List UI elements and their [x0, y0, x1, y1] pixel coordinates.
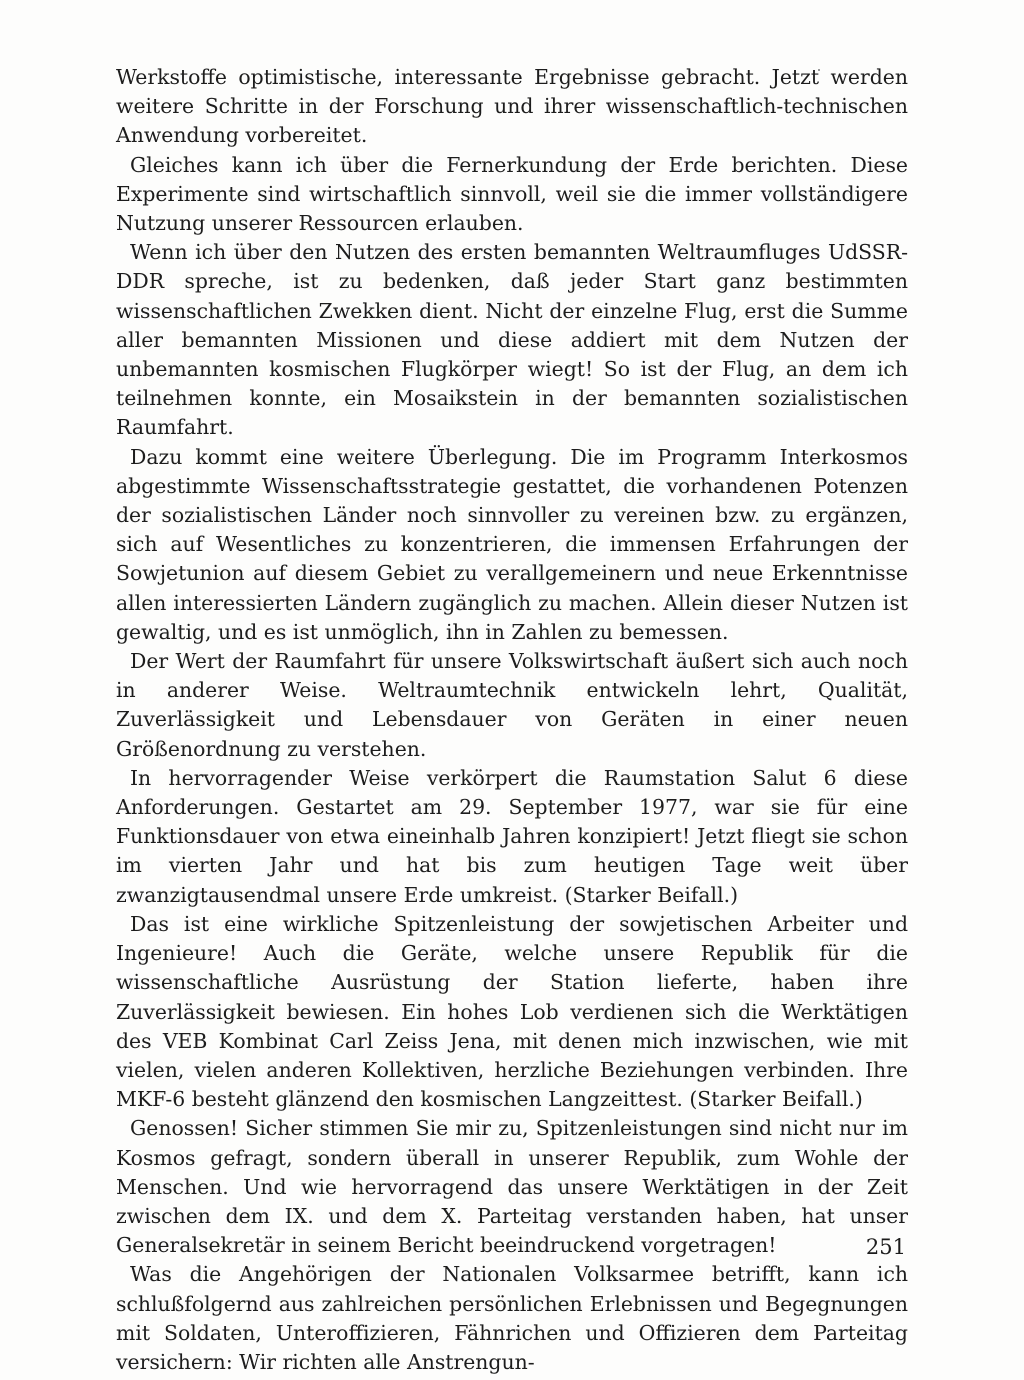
paragraph: In hervorragender Weise verkörpert die Raumstation Salut 6 diese Anforderungen. Gestartet am 29. September 1977, war sie für eine Funktionsdauer von etwa eineinhalb Jahren konzipiert! Jetzt fliegt sie schon im vierten Jahr und hat bis zum heutigen Tage weit über zwanzigtausendmal unsere Erde umkreist. (Starker Beifall.)	[116, 765, 908, 907]
paragraph: Gleiches kann ich über die Fernerkundung der Erde berichten. Diese Experimente sind wirtschaftlich sinnvoll, weil sie die immer vollständigere Nutzung unserer Ressourcen erlauben.	[116, 152, 908, 236]
paragraph: Was die Angehörigen der Nationalen Volksarmee betrifft, kann ich schlußfolgernd aus zahlreichen persönlichen Erlebnissen und Begegnungen mit Soldaten, Unteroffizieren, Fähnrichen und Offizieren dem Parteitag versichern: Wir richten alle Anstrengun-	[116, 1262, 908, 1374]
paragraph: Werkstoffe optimistische, interessante Ergebnisse gebracht. Jetzt werden weitere Schritte in der Forschung und ihrer wissenschaftlich-technischen Anwendung vorbereitet.	[116, 65, 908, 148]
paragraph: Wenn ich über den Nutzen des ersten bemannten Weltraumfluges UdSSR-DDR spreche, ist zu bedenken, daß jeder Start ganz bestimmten wissenschaftlichen Zwekken dient. Nicht der einzelne Flug, erst die Summe aller bemannten Missionen und diese addiert mit dem Nutzen der unbemannten kosmischen Flugkörper wiegt! So ist der Flug, an dem ich teilnehmen konnte, ein Mosaikstein in der bemannten sozialistischen Raumfahrt.	[116, 240, 908, 440]
body-text	[116, 63, 908, 1377]
page-number: 251	[865, 1235, 906, 1259]
paragraph: Das ist eine wirkliche Spitzenleistung der sowjetischen Arbeiter und Ingenieure! Auch die Geräte, welche unsere Republik für die wissenschaftliche Ausrüstung der Station lieferte, haben ihre Zuverlässigkeit bewiesen. Ein hohes Lob verdienen sich die Werktätigen des VEB Kombinat Carl Zeiss Jena, mit denen mich inzwischen, wie mit vielen, vielen anderen Kollektiven, herzliche Beziehungen verbinden. Ihre MKF-6 besteht glänzend den kosmischen Langzeittest. (Starker Beifall.)	[116, 911, 908, 1112]
paragraph: Dazu kommt eine weitere Überlegung. Die im Programm Interkosmos abgestimmte Wissenschaftsstrategie gestattet, die vorhandenen Potenzen der sozialistischen Länder noch sinnvoller zu vereinen bzw. zu ergänzen, sich auf Wesentliches zu konzentrieren, die immensen Erfahrungen der Sowjetunion auf diesem Gebiet zu verallgemeinern und neue Erkenntnisse allen interessierten Ländern zugänglich zu machen. Allein dieser Nutzen ist gewaltig, und es ist unmöglich, ihn in Zahlen zu bemessen.	[116, 444, 908, 644]
paragraph: Der Wert der Raumfahrt für unsere Volkswirtschaft äußert sich auch noch in anderer Weise. Weltraumtechnik entwickeln lehrt, Qualität, Zuverlässigkeit und Lebensdauer von Geräten in einer neuen Größenordnung zu verstehen.	[116, 649, 908, 761]
paragraph: Genossen! Sicher stimmen Sie mir zu, Spitzenleistungen sind nicht nur im Kosmos gefragt, sondern überall in unserer Republik, zum Wohle der Menschen. Und wie hervorragend das unsere Werktätigen in der Zeit zwischen dem IX. und dem X. Parteitag verstanden haben, hat unser Generalsekretär in seinem Bericht beeindruckend vorgetragen!	[116, 1116, 908, 1258]
